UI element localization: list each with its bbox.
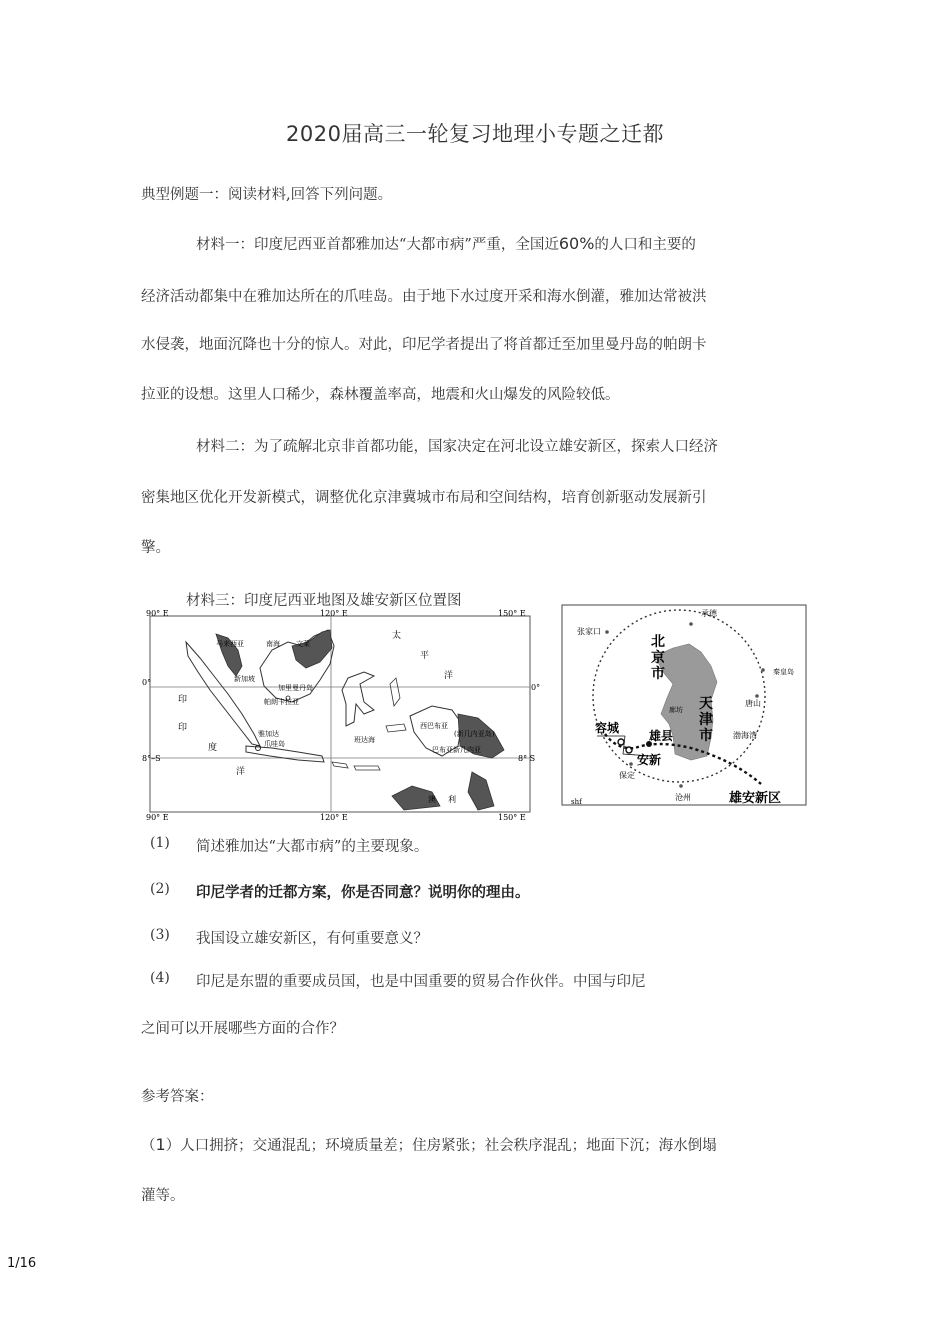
material2-line3: 擎。 — [141, 540, 170, 556]
label-anxin: 安新 — [637, 753, 662, 767]
answer-heading: 参考答案： — [141, 1089, 214, 1105]
label-australia-b: 利 — [448, 795, 456, 804]
label-java: 爪哇岛 — [264, 740, 285, 748]
halmahera-island — [390, 678, 400, 706]
bali-island — [332, 762, 348, 768]
question-4-num: (4) — [150, 970, 170, 986]
label-beijing-3: 市 — [651, 666, 665, 682]
lon-label-top-150: 150° E — [498, 609, 526, 618]
label-tianjin-3: 市 — [699, 728, 713, 744]
label-qinhuangdao: 秦皇岛 — [773, 668, 794, 676]
ocean-indian-2: 印 — [178, 723, 188, 733]
material1-line1-b: 的人口和主要的 — [594, 237, 696, 253]
label-rongcheng: 容城 — [595, 721, 620, 735]
ocean-pacific-3: 洋 — [444, 671, 454, 681]
ocean-pacific-1: 太 — [392, 631, 402, 641]
label-kalimantan: 加里曼丹岛 — [278, 684, 313, 692]
seram-island — [386, 724, 406, 732]
xiongan-map — [561, 604, 807, 808]
label-baoding: 保定 — [619, 771, 635, 780]
label-misc: shf — [571, 798, 582, 806]
label-tangshan: 唐山 — [745, 699, 761, 708]
label-beijing-2: 京 — [651, 650, 665, 666]
australia-east-part — [468, 772, 494, 810]
dot-qinhuangdao — [761, 668, 765, 672]
label-bohai: 渤海湾 — [733, 731, 757, 740]
question-4-cont: 之间可以开展哪些方面的合作？ — [141, 1021, 344, 1037]
label-brunei: 文莱 — [296, 640, 310, 648]
label-nanhai: 南海 — [266, 640, 280, 648]
ocean-indian-3: 度 — [208, 743, 218, 753]
question-2-text: 印尼学者的迁都方案，你是否同意？说明你的理由。 — [196, 884, 530, 901]
lat-label-right-0: 0° — [531, 683, 541, 692]
material1-line4: 拉亚的设想。这里人口稀少，森林覆盖率高，地震和火山爆发的风险较低。 — [141, 387, 620, 403]
dot-zhangjiakou — [605, 630, 609, 634]
question-4-text: 印尼是东盟的重要成员国，也是中国重要的贸易合作伙伴。中国与印尼 — [196, 974, 646, 990]
answer-1-text: ）人口拥挤；交通混乱；环境质量差；住房紧张；社会秩序混乱；地面下沉；海水倒塌 — [165, 1138, 717, 1154]
question-1-text: 简述雅加达“大都市病”的主要现象。 — [196, 839, 429, 855]
lon-label-bottom-150: 150° E — [498, 813, 526, 822]
label-west-papua: 西巴布亚 — [420, 722, 448, 730]
intro-text: 典型例题一：阅读材料,回答下列问题。 — [141, 187, 393, 203]
material3-caption: 材料三：印度尼西亚地图及雄安新区位置图 — [186, 593, 462, 609]
indonesia-map — [142, 606, 542, 824]
label-palangkaraya: 帕朗卡拉亚 — [264, 698, 299, 706]
label-sea: 班达海 — [354, 736, 375, 744]
lon-label-top-120: 120° E — [320, 609, 348, 618]
material1-line1 — [196, 233, 696, 254]
answer-1-cont: 灌等。 — [141, 1188, 185, 1204]
label-zhangjiakou: 张家口 — [577, 627, 601, 636]
material2-line1: 材料二：为了疏解北京非首都功能，国家决定在河北设立雄安新区，探索人口经济 — [196, 439, 718, 455]
lat-label-right-8s: 8° S — [518, 754, 536, 763]
label-malaysia: 马来西亚 — [216, 640, 244, 648]
lat-label-left-8s: 8°–S — [142, 754, 161, 763]
ocean-pacific-2: 平 — [420, 651, 430, 661]
page-number: 1/16 — [7, 1256, 37, 1271]
label-langfang: 廊坊 — [669, 706, 683, 714]
sulawesi-island — [342, 672, 374, 726]
page-title: 2020届高三一轮复习地理小专题之迁都 — [286, 122, 664, 146]
lat-label-left-0: 0° — [142, 678, 152, 687]
question-3-text: 我国设立雄安新区，有何重要意义？ — [196, 931, 428, 947]
lon-label-bottom-120: 120° E — [320, 813, 348, 822]
dot-cangzhou — [679, 784, 683, 788]
label-xiongan: 雄安新区 — [729, 791, 782, 806]
ocean-indian-4: 洋 — [236, 767, 246, 777]
label-singapore: 新加坡 — [234, 675, 255, 683]
ocean-indian-1: 印 — [178, 695, 188, 705]
dot-chengde — [689, 622, 693, 626]
dot-tangshan — [755, 694, 759, 698]
lon-label-bottom-90: 90° E — [146, 813, 169, 822]
question-1-num: (1) — [150, 835, 170, 851]
dot-baoding — [629, 762, 633, 766]
label-png: 巴布亚新几内亚 — [432, 746, 481, 754]
material1-line1-a: 材料一：印度尼西亚首都雅加达“大都市病”严重，全国近 — [196, 237, 559, 253]
sunda-islands — [354, 766, 380, 770]
label-tianjin-2: 津 — [699, 712, 713, 728]
answer-1-num: 1 — [155, 1135, 166, 1154]
sumatra-island — [186, 642, 260, 746]
answer-1-line1 — [141, 1134, 717, 1155]
lon-label-top-90: 90° E — [146, 609, 169, 618]
east-malaysia-region — [292, 630, 332, 668]
label-beijing-1: 北 — [651, 634, 665, 650]
label-papua: (新几内亚岛) — [454, 730, 495, 738]
label-chengde: 承德 — [701, 609, 717, 618]
material2-line2: 密集地区优化开发新模式，调整优化京津冀城市布局和空间结构，培育创新驱动发展新引 — [141, 490, 707, 506]
jakarta-dot — [256, 746, 261, 751]
material1-line2: 经济活动都集中在雅加达所在的爪哇岛。由于地下水过度开采和海水倒灌，雅加达常被洪 — [141, 289, 707, 305]
answer-1-prefix: （ — [141, 1138, 156, 1154]
label-xiongxian: 雄县 — [649, 729, 674, 743]
label-cangzhou: 沧州 — [675, 793, 691, 802]
label-tianjin-1: 天 — [699, 696, 713, 712]
java-island — [246, 746, 324, 762]
material1-line3: 水侵袭，地面沉降也十分的惊人。对此，印尼学者提出了将首都迁至加里曼丹岛的帕朗卡 — [141, 337, 707, 353]
material1-percent: 60% — [558, 234, 595, 253]
question-2-num: (2) — [150, 881, 170, 897]
label-jakarta: 雅加达 — [258, 730, 279, 738]
label-australia-a: 澳 — [428, 795, 436, 804]
question-3-num: (3) — [150, 927, 170, 943]
